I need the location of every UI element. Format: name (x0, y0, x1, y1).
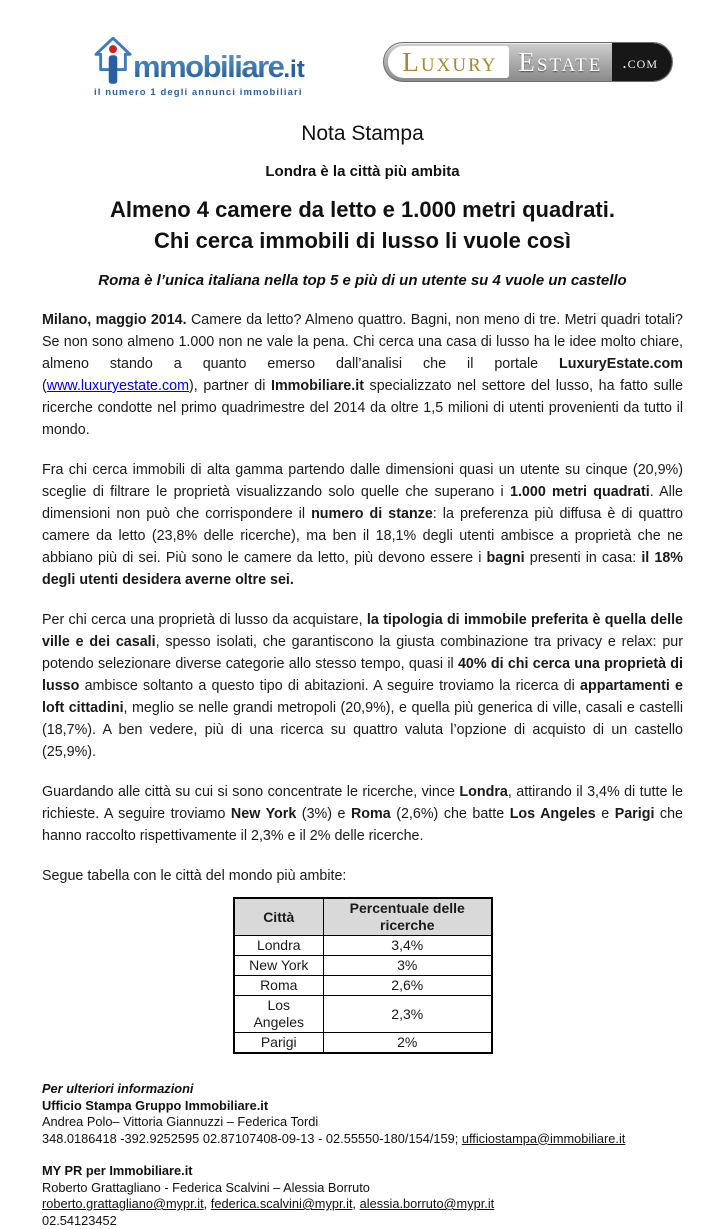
press-office-name: Ufficio Stampa Gruppo Immobiliare.it (42, 1098, 683, 1115)
text-segment: Los Angeles (510, 806, 596, 822)
text-segment: , spesso isolati, che garantiscono la giusta combinazione tra privacy e relax: pur potendo selezionare diverse categorie allo stesso tempo, quasi il (42, 634, 683, 672)
text-segment: . Alle dimensioni non può che corrispondere il (42, 484, 683, 522)
column-header-percentage: Percentuale delle ricerche (324, 898, 492, 936)
text-segment: , meglio se nelle grandi metropoli (20,9%), e quella più generica di ville, casali e castelli (18,7%). A ben vedere, più di una ricerca su quattro valuta l’opzione di acquisto di un castello (25,9%). (42, 700, 683, 760)
text-segment: Parigi (615, 806, 655, 822)
table-intro-line: Segue tabella con le città del mondo più ambite: (42, 865, 683, 887)
i-dot-icon (109, 45, 117, 53)
text-segment: (3%) e (296, 806, 351, 822)
mypr-heading: MY PR per Immobiliare.it (42, 1163, 683, 1180)
text-segment: ), partner di (189, 378, 271, 394)
text-segment: il 18% degli utenti desidera averne oltre sei. (42, 550, 683, 588)
percentage-cell: 2,6% (324, 976, 492, 996)
city-cell: Los Angeles (234, 996, 324, 1033)
text-segment: Immobiliare.it (271, 378, 364, 394)
text-segment: ( (42, 378, 47, 394)
text-segment: Fra chi cerca immobili di alta gamma partendo dalle dimensioni quasi un utente su cinque (20,9%) sceglie di filtrare le proprietà visualizzando solo quelle che superano i (42, 462, 683, 500)
press-office-people: Andrea Polo– Vittoria Giannuzzi – Federica Tordi (42, 1114, 683, 1131)
city-cell: Londra (234, 936, 324, 956)
kicker-line: Londra è la città più ambita (42, 163, 683, 180)
text-segment: bagni (487, 550, 525, 566)
text-segment: specializzato nel settore del lusso, ha fatto sulle ricerche condotte nel primo quadrimestre del 2014 da oltre 1,5 milioni di utenti provenienti da tutto il mondo. (42, 378, 683, 438)
text-segment: 348.0186418 -392.9252595 02.87107408-09-13 - 02.55550-180/154/159; (42, 1131, 462, 1146)
table-header-row (234, 898, 492, 936)
table-row (234, 956, 492, 976)
text-segment: numero di stanze (311, 506, 433, 522)
text-segment: , attirando il 3,4% di tutte le richieste. A seguire troviamo (42, 784, 683, 822)
luxury-word: Luxury (402, 49, 497, 76)
hyperlink[interactable]: federica.scalvini@mypr.it (211, 1196, 353, 1211)
footer-contacts (42, 1081, 683, 1229)
percentage-cell: 2,3% (324, 996, 492, 1033)
luxuryestate-logo-luxury-box (388, 46, 509, 78)
hyperlink[interactable]: ufficiostampa@immobiliare.it (462, 1131, 626, 1146)
mypr-emails (42, 1196, 683, 1213)
text-segment: la tipologia di immobile preferita è quella delle ville e dei casali (42, 612, 683, 650)
text-segment: , (353, 1196, 360, 1211)
header-logos (42, 36, 683, 106)
table-row (234, 936, 492, 956)
paragraph-cities (42, 781, 683, 847)
hyperlink[interactable]: alessia.borruto@mypr.it (360, 1196, 495, 1211)
text-segment: Guardando alle città su cui si sono concentrate le ricerche, vince (42, 784, 459, 800)
brand-word: mmobiliare (133, 49, 283, 84)
table-row (234, 996, 492, 1033)
immobiliare-logo (94, 36, 305, 98)
sub-headline: Roma è l’unica italiana nella top 5 e più di un utente su 4 vuole un castello (42, 272, 683, 289)
headline-line-1: Almeno 4 camere da letto e 1.000 metri quadrati. (42, 194, 683, 225)
text-segment: LuxuryEstate.com (559, 356, 683, 372)
footer-spacer (42, 1147, 683, 1163)
text-segment: Camere da letto? Almeno quattro. Bagni, non meno di tre. Metri quadri totali? Se non sono almeno 1.000 non ne vale la pena. Chi cerca una casa di lusso ha le idee molto chiare, almeno stando a quanto emerso dall’analisi che il portale (42, 312, 683, 372)
footer-info-heading: Per ulteriori informazioni (42, 1081, 683, 1098)
luxuryestate-logo-estate-box (509, 43, 612, 81)
text-segment: , (204, 1196, 211, 1211)
text-segment: 1.000 metri quadrati (510, 484, 650, 500)
hyperlink[interactable]: www.luxuryestate.com (47, 378, 189, 394)
estate-word: Estate (518, 49, 602, 76)
mypr-phone: 02.54123452 (42, 1213, 683, 1229)
table-row (234, 1033, 492, 1054)
paragraph-typology (42, 609, 683, 763)
immobiliare-logo-top (94, 36, 305, 86)
text-segment: Milano, maggio 2014. (42, 312, 191, 328)
immobiliare-brand-text (133, 51, 305, 86)
percentage-cell: 3,4% (324, 936, 492, 956)
column-header-city: Città (234, 898, 324, 936)
paragraph-dimensions (42, 459, 683, 591)
mypr-people: Roberto Grattagliano - Federica Scalvini – Alessia Borruto (42, 1180, 683, 1197)
text-segment: appartamenti e loft cittadini (42, 678, 683, 716)
percentage-cell: 2% (324, 1033, 492, 1054)
text-segment: Londra (459, 784, 507, 800)
text-segment: : la preferenza più diffusa è di quattro camere da letto (23,8% delle ricerche), ma ben il 18,1% degli utenti ambisce a proprietà che ne abbiano più di sei. Più sono le camere da letto, più devono essere i (42, 506, 683, 566)
luxuryestate-logo (383, 42, 673, 82)
text-segment: ambisce soltanto a questo tipo di abitazioni. A seguire troviamo la ricerca di (79, 678, 580, 694)
text-segment: che hanno raccolto rispettivamente il 2,3% e il 2% delle ricerche. (42, 806, 683, 844)
document-type-title: Nota Stampa (42, 122, 683, 146)
text-segment: 40% di chi cerca una proprietà di lusso (42, 656, 683, 694)
text-segment: presenti in casa: (525, 550, 642, 566)
body-text (42, 309, 683, 1054)
text-segment: Per chi cerca una proprietà di lusso da acquistare, (42, 612, 367, 628)
immobiliare-tagline: il numero 1 degli annunci immobiliari (94, 87, 305, 98)
brand-tld: .it (283, 56, 304, 83)
luxuryestate-logo-com-box (612, 43, 672, 81)
percentage-cell: 3% (324, 956, 492, 976)
text-segment: Roma (351, 806, 391, 822)
text-segment: e (596, 806, 615, 822)
text-segment: (2,6%) che batte (391, 806, 510, 822)
table-row (234, 976, 492, 996)
paragraph-intro (42, 309, 683, 441)
hyperlink[interactable]: roberto.grattagliano@mypr.it (42, 1196, 204, 1211)
text-segment: New York (231, 806, 296, 822)
city-cell: Parigi (234, 1033, 324, 1054)
headline-line-2: Chi cerca immobili di lusso li vuole così (42, 225, 683, 256)
cities-table (233, 897, 493, 1054)
com-word: .com (622, 54, 658, 71)
press-office-contacts (42, 1131, 683, 1148)
city-cell: Roma (234, 976, 324, 996)
house-icon (94, 36, 132, 86)
city-cell: New York (234, 956, 324, 976)
main-headline (42, 194, 683, 256)
